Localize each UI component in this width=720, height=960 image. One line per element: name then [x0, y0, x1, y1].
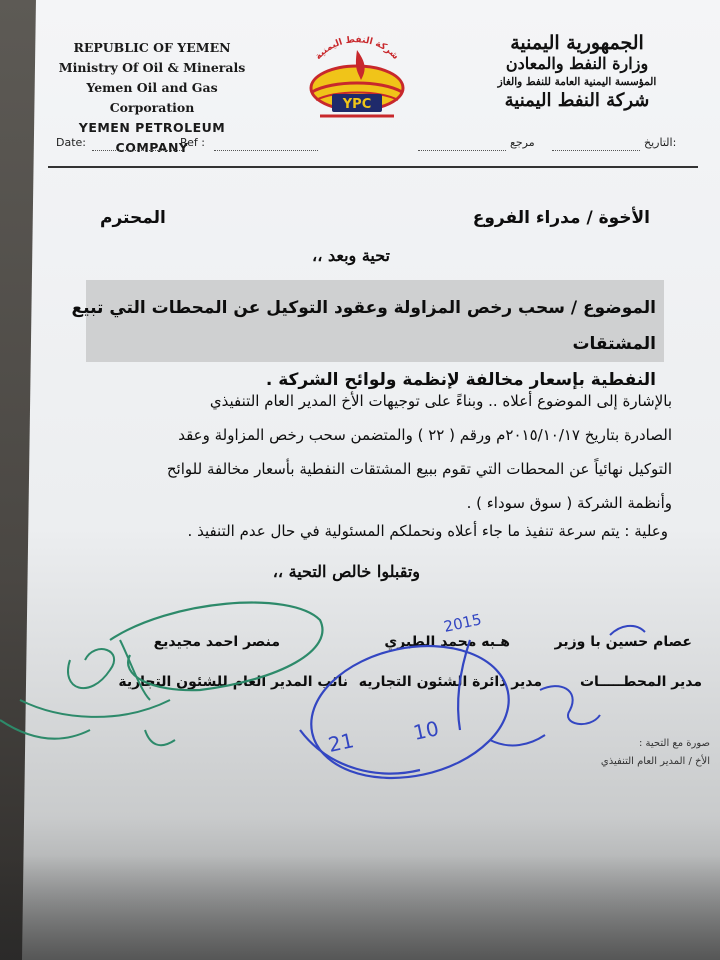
- signatory-2-title: مدير دائرة الشئون التجاريه: [358, 674, 542, 690]
- english-header-line3: Yemen Oil and Gas Corporation: [86, 80, 218, 115]
- subject: [56, 290, 656, 398]
- addressee: الأخوة / مدراء الفروع: [472, 208, 650, 228]
- signatory-1-title: مدير المحطـــــات: [579, 674, 702, 690]
- subject-line1: الموضوع / سحب رخص المزاولة وعقود التوكيل عن المحطات التي تبيع المشتقات: [71, 298, 656, 354]
- arabic-header-line3: المؤسسة اليمنية العامة للنفط والغاز: [497, 76, 657, 88]
- handwritten-month: 10: [411, 716, 441, 745]
- date-label-ar: التاريخ:: [644, 136, 677, 149]
- signatory-3-name: منصر احمد مجيديع: [153, 634, 280, 650]
- body-line4: وأنظمة الشركة ( سوق سوداء ) .: [466, 494, 672, 512]
- logo-label: YPC: [342, 97, 372, 112]
- english-header-line2: Ministry Of Oil & Minerals: [58, 60, 246, 75]
- ref-label-en: Ref :: [180, 136, 205, 149]
- subject-line2: النفطية بإسعار مخالفة لإنظمة ولوائح الشركة .: [265, 370, 656, 390]
- ref-label-ar: مرجع: [510, 136, 535, 149]
- date-label-en: Date:: [56, 136, 86, 149]
- body-line2: الصادرة بتاريخ ٢٠١٥/١٠/١٧م ورقم ( ٢٢ ) والمتضمن سحب رخص المزاولة وعقد: [178, 426, 672, 444]
- greeting: تحية وبعد ،،: [312, 246, 390, 265]
- letter-body: [72, 384, 672, 520]
- bottom-shadow: [0, 855, 720, 960]
- arabic-letterhead: [462, 32, 692, 112]
- signatory-3-title: نائب المدير العام للشئون التجارية: [118, 674, 348, 690]
- logo-arc-text: شركة النفط اليمنية: [313, 35, 401, 62]
- english-header-line1: REPUBLIC OF YEMEN: [73, 40, 231, 55]
- reference-row: [56, 136, 696, 156]
- closing: وتقبلوا خالص التحية ،،: [272, 562, 420, 581]
- ypc-logo-icon: [298, 30, 416, 130]
- signatory-1-name: عصام حسين با وزير: [554, 634, 692, 650]
- english-header-company: YEMEN PETROLEUM COMPANY: [78, 120, 226, 155]
- handwritten-year: 2015: [442, 610, 484, 636]
- respected-salutation: المحترم: [100, 208, 166, 228]
- signatory-2-name: هـبه محمد الطيري: [384, 634, 510, 650]
- copy-note-line2: الأخ / المدير العام التنفيذي: [600, 756, 710, 767]
- handwritten-day: 21: [326, 728, 356, 757]
- header-divider: [48, 166, 698, 168]
- arabic-header-line2: وزارة النفط والمعادن: [505, 54, 649, 73]
- body-line3: التوكيل نهائياً عن المحطات التي تقوم ببيع المشتقات النفطية بأسعار مخالفة للوائح: [166, 460, 672, 478]
- arabic-header-line1: الجمهورية اليمنية: [510, 32, 644, 54]
- body-line1: بالإشارة إلى الموضوع أعلاه .. وبناءً على توجيهات الأخ المدير العام التنفيذي: [209, 392, 672, 410]
- arabic-header-company: شركة النفط اليمنية: [504, 90, 650, 111]
- copy-note-line1: صورة مع التحية :: [639, 738, 710, 749]
- instruction-note: وعلية : يتم سرعة تنفيذ ما جاء أعلاه ونحملكم المسئولية في حال عدم التنفيذ .: [187, 522, 668, 540]
